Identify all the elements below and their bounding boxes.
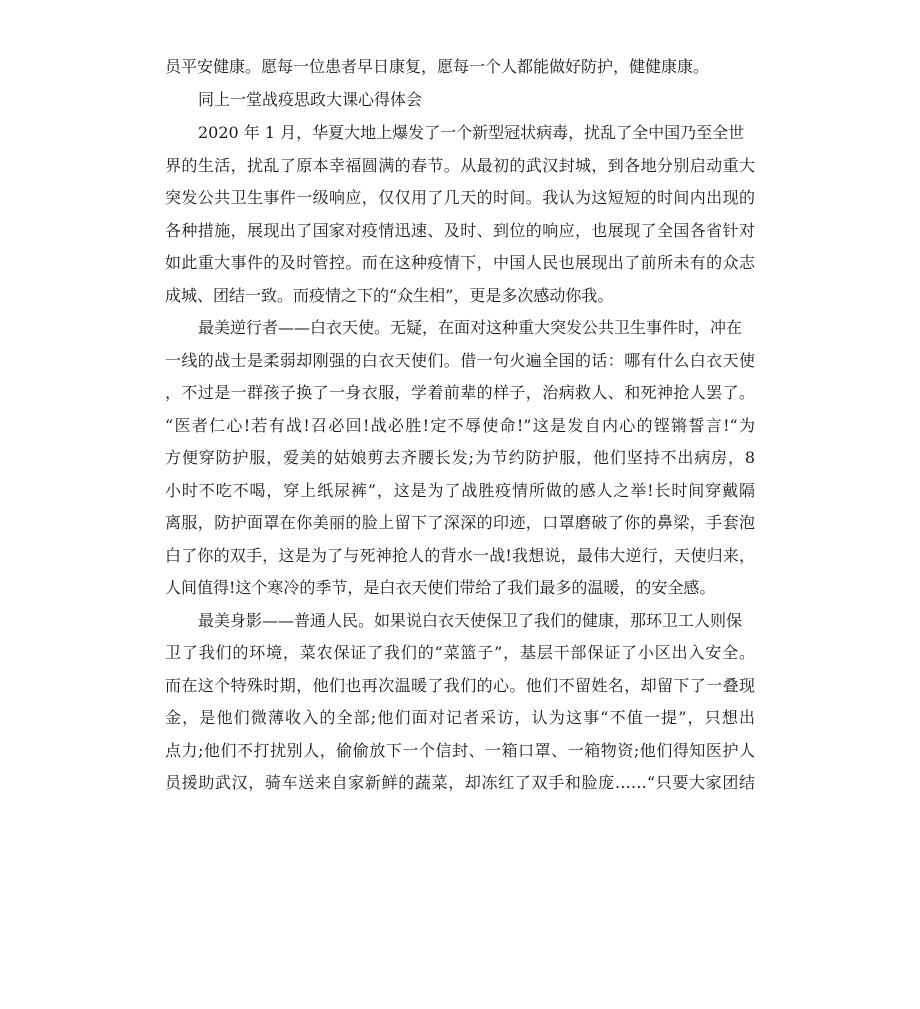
text-line: 白了你的双手，这是为了与死神抢人的背水一战!我想说，最伟大逆行，天使归来， [165,546,755,565]
text-line: 界的生活，扰乱了原本幸福圆满的春节。从最初的武汉封城，到各地分别启动重大 [165,156,755,175]
text-line: 卫了我们的环境，菜农保证了我们的“菜篮子”，基层干部保证了小区出入安全。 [165,643,755,662]
section-title: 同上一堂战疫思政大课心得体会 [198,90,423,109]
text-line: 如此重大事件的及时管控。而在这种疫情下，中国人民也展现出了前所未有的众志 [165,253,755,272]
text-line: 离服，防护面罩在你美丽的脸上留下了深深的印迹，口罩磨破了你的鼻梁，手套泡 [165,513,755,532]
text-line: 方便穿防护服，爱美的姑娘剪去齐腰长发;为节约防护服，他们坚持不出病房，8 [165,448,755,467]
text-line: 小时不吃不喝，穿上纸尿裤”，这是为了战胜疫情所做的感人之举!长时间穿戴隔 [165,481,755,500]
text-line: 各种措施，展现出了国家对疫情迅速、及时、到位的响应，也展现了全国各省针对 [165,221,755,240]
text-line: 金，是他们微薄收入的全部;他们面对记者采访，认为这事“不值一提”，只想出 [165,708,755,727]
text-line: ，不过是一群孩子换了一身衣服，学着前辈的样子，治病救人、和死神抢人罢了。 [165,383,755,402]
text-line: 成城、团结一致。而疫情之下的“众生相”，更是多次感动你我。 [165,286,614,305]
text-line: 人间值得!这个寒冷的季节，是白衣天使们带给了我们最多的温暖，的安全感。 [165,578,716,597]
text-line: 2020 年 1 月，华夏大地上爆发了一个新型冠状病毒，扰乱了全中国乃至全世 [198,123,745,142]
text-line: 而在这个特殊时期，他们也再次温暖了我们的心。他们不留姓名，却留下了一叠现 [165,676,755,695]
text-line: 点力;他们不打扰别人，偷偷放下一个信封、一箱口罩、一箱物资;他们得知医护人 [165,741,755,760]
text-line: 最美逆行者——白衣天使。无疑，在面对这种重大突发公共卫生事件时，冲在 [198,318,743,337]
text-line: 最美身影——普通人民。如果说白衣天使保卫了我们的健康，那环卫工人则保 [198,611,743,630]
text-line: 员平安健康。愿每一位患者早日康复，愿每一个人都能做好防护，健健康康。 [165,57,710,76]
text-line: 员援助武汉，骑车送来自家新鲜的蔬菜，却冻红了双手和脸庞……“只要大家团结 [165,773,755,792]
text-line: “医者仁心!若有战!召必回!战必胜!定不辱使命!”这是发自内心的铿锵誓言!“为 [165,416,755,435]
text-line: 突发公共卫生事件一级响应，仅仅用了几天的时间。我认为这短短的时间内出现的 [165,188,755,207]
text-line: 一线的战士是柔弱却刚强的白衣天使们。借一句火遍全国的话：哪有什么白衣天使 [165,351,755,370]
